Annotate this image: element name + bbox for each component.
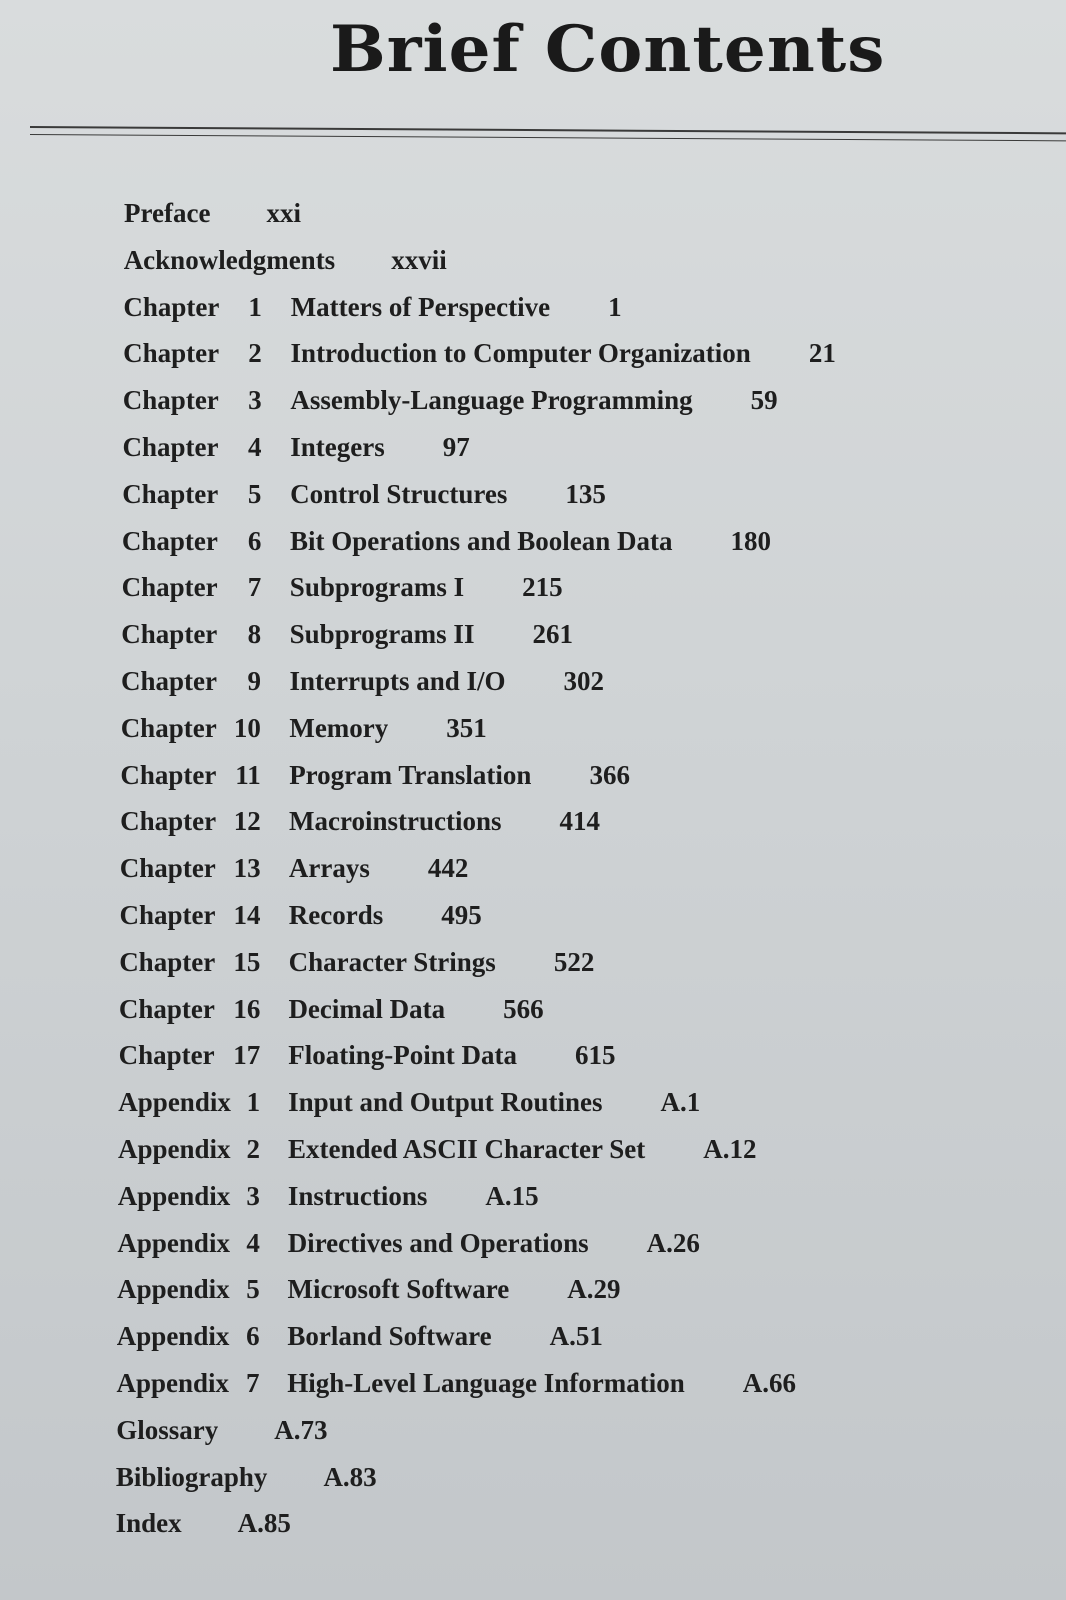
toc-entry-page: 495 (441, 900, 482, 930)
toc-entry-title: Subprograms II (289, 619, 475, 650)
toc-entry-number: 1 (248, 291, 262, 322)
toc-entry-title: Integers (290, 432, 385, 462)
toc-entry-label: Chapter (123, 338, 220, 369)
toc-entry-title: Input and Output Routines (288, 1087, 603, 1118)
toc-entry (0, 666, 1066, 713)
title-rule-top (30, 126, 1066, 134)
toc-entry-page: 442 (427, 853, 469, 884)
toc-entry-page: 180 (730, 525, 771, 556)
toc-entry-page: A.12 (703, 1134, 757, 1164)
toc-entry-label: Appendix (118, 1134, 231, 1164)
toc-entry-title: Decimal Data (288, 993, 446, 1024)
toc-entry-page: 21 (808, 338, 836, 369)
toc-entry (0, 1462, 1066, 1509)
toc-entry-page: 1 (608, 291, 622, 322)
toc-entry-label: Chapter (122, 432, 219, 462)
toc-entry-title: Instructions (287, 1180, 428, 1211)
toc-entry-number: 5 (246, 1274, 260, 1305)
toc-entry (0, 572, 1066, 619)
toc-entry-number: 9 (247, 666, 261, 696)
toc-entry-title: Microsoft Software (287, 1274, 510, 1305)
toc-entry-label: Appendix (116, 1368, 230, 1398)
toc-entry-title: Floating-Point Data (288, 1040, 518, 1071)
toc-entry-label: Bibliography (115, 1461, 268, 1492)
toc-entry-title: Borland Software (287, 1321, 492, 1352)
toc-entry (0, 619, 1066, 666)
toc-entry-number: 15 (233, 946, 261, 977)
toc-entry-number: 11 (235, 759, 261, 790)
toc-entry-page: 351 (446, 712, 487, 743)
toc-entry-label: Acknowledgments (123, 244, 336, 275)
toc-entry-page: 615 (575, 1040, 616, 1071)
toc-entry-title: Directives and Operations (287, 1227, 589, 1258)
toc-entry-page: A.29 (567, 1274, 621, 1305)
toc-entry (0, 1274, 1066, 1321)
page-title: Brief Contents (330, 12, 886, 87)
toc-entry-page: A.83 (323, 1461, 377, 1492)
toc-entry-number: 6 (246, 1321, 260, 1352)
toc-entry-title: Control Structures (290, 478, 508, 509)
toc-entry (0, 479, 1066, 526)
toc-entry-number: 12 (233, 806, 261, 837)
toc-entry-number: 7 (246, 1368, 260, 1398)
toc-entry-label: Index (115, 1508, 182, 1539)
toc-entry-page: 302 (563, 666, 605, 696)
toc-entry (0, 713, 1066, 760)
toc-entry-page: A.1 (660, 1087, 701, 1118)
toc-entry-number: 16 (233, 993, 261, 1024)
toc-entry (0, 1228, 1066, 1275)
toc-entry-page: A.26 (646, 1227, 700, 1258)
toc-entry-label: Chapter (118, 1040, 215, 1071)
toc-entry-page: 215 (522, 572, 563, 603)
toc-entry-label: Chapter (119, 946, 216, 977)
toc-entry-number: 14 (233, 900, 261, 930)
toc-entry (0, 338, 1066, 385)
toc-entry (0, 1508, 1066, 1555)
toc-entry-page: 522 (553, 946, 595, 977)
toc-entry-title: High-Level Language Information (287, 1368, 685, 1398)
toc-entry-title: Arrays (288, 853, 370, 884)
toc-entry (0, 900, 1066, 947)
toc-entry-title: Memory (289, 712, 389, 743)
toc-entry-page: A.15 (485, 1180, 539, 1211)
toc-entry-page: A.51 (549, 1321, 603, 1352)
toc-entry-page: A.73 (274, 1414, 328, 1445)
toc-entry (0, 806, 1066, 853)
toc-entry-page: 414 (559, 806, 601, 837)
toc-entry (0, 1087, 1066, 1134)
toc-entry-number: 2 (246, 1134, 260, 1164)
toc-entry-title: Extended ASCII Character Set (288, 1134, 646, 1164)
toc-entry-title: Matters of Perspective (290, 291, 551, 322)
toc-entry (0, 853, 1066, 900)
toc-entry-page: A.66 (742, 1368, 797, 1398)
toc-entry-label: Chapter (120, 806, 217, 837)
toc-entry (0, 432, 1066, 479)
title-rule-bottom (30, 134, 1066, 141)
toc-entry-label: Glossary (116, 1414, 219, 1445)
toc-entry (0, 760, 1066, 807)
toc-entry-page: 366 (589, 759, 630, 790)
toc-entry-page: A.85 (237, 1508, 291, 1539)
toc-entry (0, 1321, 1066, 1368)
toc-entry-label: Chapter (121, 572, 218, 603)
toc-entry-page: 261 (532, 619, 573, 650)
toc-entry-number: 5 (247, 478, 262, 509)
toc-entry (0, 1181, 1066, 1228)
toc-entry-title: Interrupts and I/O (289, 666, 506, 696)
toc-entry-title: Introduction to Computer Organization (290, 338, 751, 369)
toc-entry (0, 526, 1066, 573)
toc-entry-label: Appendix (116, 1321, 230, 1352)
toc-entry-label: Chapter (120, 712, 217, 743)
toc-entry (0, 947, 1066, 994)
toc-entry-label: Chapter (121, 525, 218, 556)
toc-entry (0, 198, 1066, 245)
toc-entry-page: xxi (266, 198, 301, 228)
toc-entry-label: Appendix (117, 1180, 231, 1211)
toc-entry (0, 994, 1066, 1041)
toc-entry (0, 292, 1066, 339)
toc-entry-title: Character Strings (288, 946, 496, 977)
toc-entry-label: Chapter (119, 853, 216, 884)
toc-entry (0, 1415, 1066, 1462)
toc-entry-title: Assembly-Language Programming (290, 385, 693, 416)
toc-entry-number: 3 (246, 1180, 260, 1211)
toc-entry (0, 1040, 1066, 1087)
toc-entry-label: Chapter (122, 478, 219, 509)
toc-entry-title: Program Translation (289, 759, 532, 790)
toc-entry (0, 1134, 1066, 1181)
toc-entry-label: Chapter (122, 385, 219, 416)
toc-entry-page: 59 (750, 385, 778, 416)
toc-entry-label: Appendix (117, 1274, 230, 1305)
toc-entry-page: 566 (503, 993, 544, 1024)
toc-entry-number: 1 (246, 1087, 261, 1118)
toc-entry-label: Chapter (119, 900, 216, 930)
toc-entry-label: Chapter (121, 666, 217, 696)
toc-entry (0, 1368, 1066, 1415)
toc-entry-number: 13 (233, 853, 261, 884)
toc-entry-label: Chapter (123, 291, 220, 322)
toc-entry (0, 245, 1066, 292)
toc-entry-number: 17 (233, 1040, 261, 1071)
toc-entry-number: 2 (248, 338, 262, 369)
toc-entry-number: 6 (247, 525, 262, 556)
toc-entry-page: xxvii (391, 244, 447, 275)
toc-entry-label: Chapter (120, 759, 217, 790)
toc-entry-label: Preface (124, 198, 211, 228)
toc-entry-number: 3 (248, 385, 262, 416)
toc-entry (0, 385, 1066, 432)
toc-entry-page: 97 (442, 432, 470, 462)
toc-entry-number: 4 (246, 1227, 260, 1258)
toc-entry-title: Bit Operations and Boolean Data (289, 525, 673, 556)
toc-entry-label: Appendix (118, 1087, 231, 1118)
toc-entry-title: Subprograms I (289, 572, 465, 603)
toc-entry-number: 7 (247, 572, 262, 603)
toc-entry-label: Chapter (118, 993, 215, 1024)
toc-entry-number: 8 (247, 619, 262, 650)
toc-entry-number: 10 (233, 712, 261, 743)
toc-entry-title: Macroinstructions (289, 806, 502, 837)
toc-entry-label: Appendix (117, 1227, 230, 1258)
toc-entry-page: 135 (565, 478, 606, 509)
toc-entry-title: Records (288, 900, 384, 930)
toc-entry-number: 4 (248, 432, 262, 462)
toc-entry-label: Chapter (121, 619, 218, 650)
